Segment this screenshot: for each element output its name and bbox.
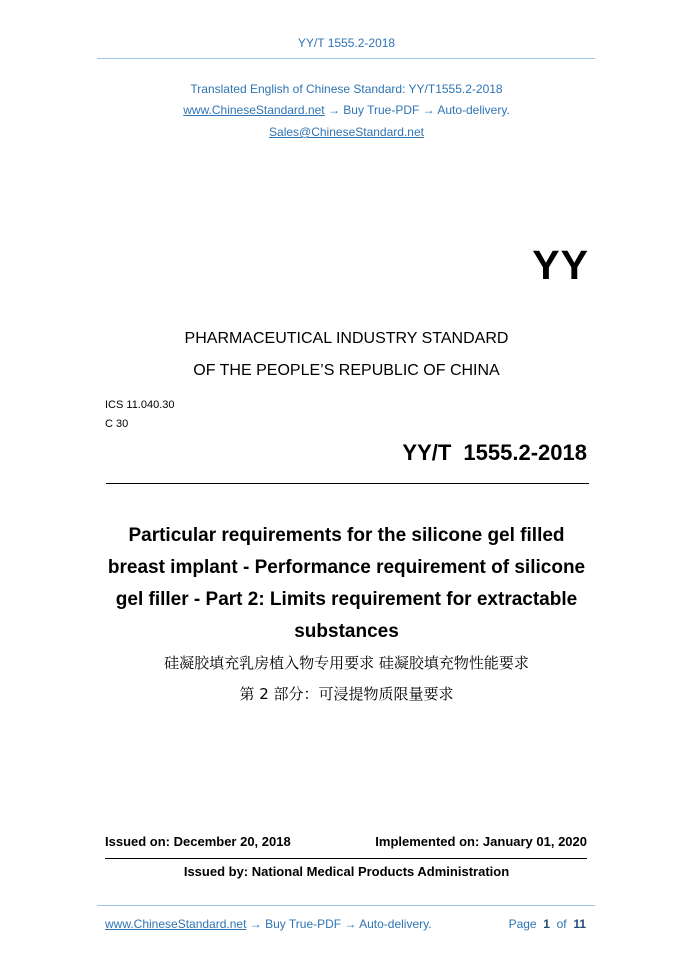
footer-purchase-notice bbox=[105, 917, 432, 931]
standard-number: YY/T 1555.2-2018 bbox=[402, 440, 587, 465]
running-header: YY/T 1555.2-2018 bbox=[297, 36, 396, 50]
chinese-title-line2: 第 2 部分：可浸提物质限量要求 bbox=[239, 685, 454, 703]
standard-number-divider bbox=[106, 483, 589, 484]
chinese-title-line1: 硅凝胶填充乳房植入物专用要求 硅凝胶填充物性能要求 bbox=[164, 654, 529, 672]
purchase-notice bbox=[0, 103, 693, 117]
standard-body-line1: PHARMACEUTICAL INDUSTRY STANDARD bbox=[184, 330, 509, 347]
footer-site-link[interactable]: www.ChineseStandard.net bbox=[105, 917, 247, 931]
email-line bbox=[0, 125, 693, 139]
ics-code: ICS 11.040.30 bbox=[105, 399, 175, 411]
standard-body-line2: OF THE PEOPLE’S REPUBLIC OF CHINA bbox=[193, 362, 500, 379]
page-of-label: of bbox=[556, 917, 567, 931]
header-divider bbox=[97, 58, 595, 59]
implemented-on-date: Implemented on: January 01, 2020 bbox=[375, 834, 587, 849]
page-label: Page bbox=[508, 917, 537, 931]
purchase-text: → Buy True-PDF → Auto-delivery. bbox=[324, 103, 510, 117]
english-title: Particular requirements for the silicone gel filled breast implant - Performance requirement of silicone gel filler - Part 2: Limits requirement for extractable substances bbox=[107, 525, 586, 642]
standard-code: YY bbox=[532, 242, 589, 288]
issued-on-date: Issued on: December 20, 2018 bbox=[105, 834, 291, 849]
page-indicator bbox=[509, 917, 586, 931]
ccs-code: C 30 bbox=[105, 418, 129, 430]
page-total: 11 bbox=[573, 917, 586, 931]
dates-divider bbox=[105, 858, 587, 859]
site-link[interactable]: www.ChineseStandard.net bbox=[183, 103, 325, 117]
footer-divider bbox=[97, 905, 595, 906]
sales-email-link[interactable]: Sales@ChineseStandard.net bbox=[269, 125, 424, 139]
footer-purchase-text: → Buy True-PDF → Auto-delivery. bbox=[246, 917, 432, 931]
issuing-authority: Issued by: National Medical Products Administration bbox=[183, 864, 510, 879]
page-current: 1 bbox=[543, 917, 550, 931]
translation-notice: Translated English of Chinese Standard: YY/T1555.2-2018 bbox=[190, 82, 503, 96]
